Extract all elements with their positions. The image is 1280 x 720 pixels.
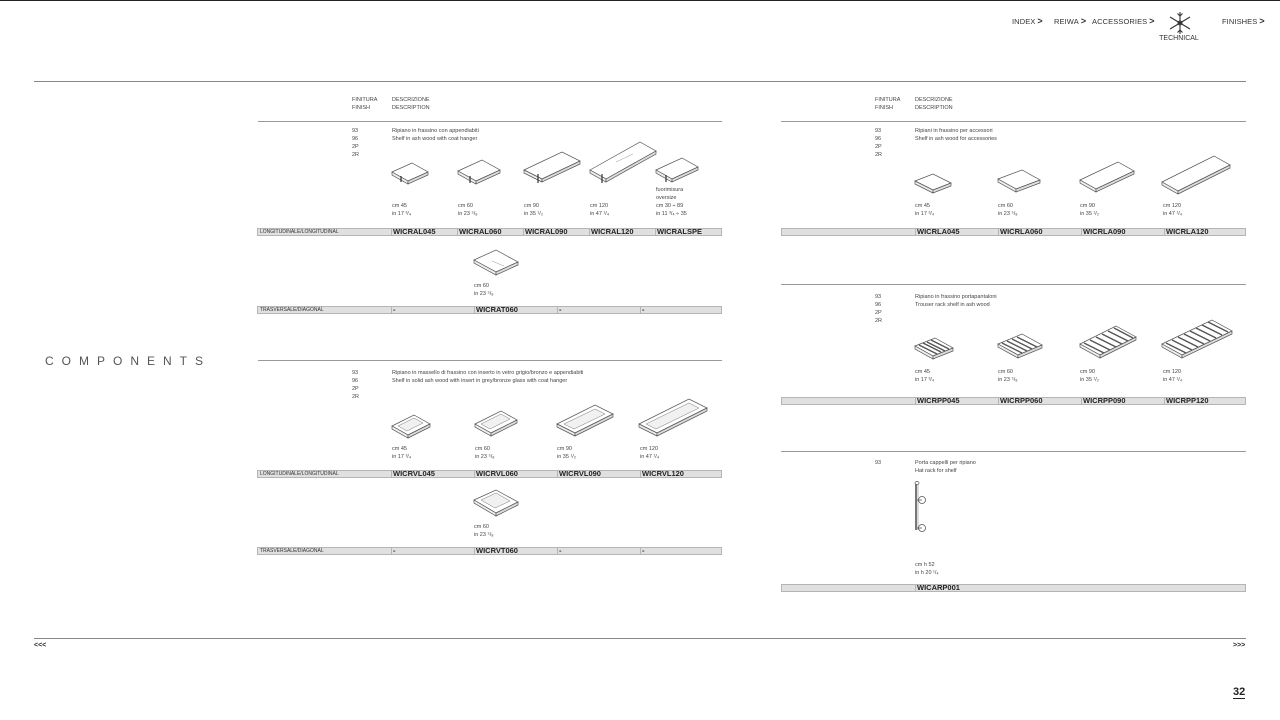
size-label: cm 90 in 35 ¹/₂ [1080, 369, 1099, 383]
product-code: - [393, 305, 396, 314]
shelf-drawing [522, 150, 582, 186]
product-description: Ripiano in frassino portapantaloni Trouser rack shelf in ash wood [915, 294, 997, 308]
size-label: cm 120 in 47 ¹/₄ [590, 203, 610, 217]
nav-reiwa-link[interactable]: REIWA > [1054, 16, 1087, 26]
finish-header: FINITURA FINISH [875, 97, 901, 111]
product-code[interactable]: WICRAL060 [459, 227, 502, 236]
product-code[interactable]: WICRVL090 [559, 469, 601, 478]
finish-codes: 93 96 2P 2R [875, 128, 883, 158]
code-row [257, 547, 722, 555]
shelf-drawing [1160, 154, 1232, 196]
product-code: - [642, 305, 645, 314]
size-label: fuorimisura oversize cm 30 ÷ 89 in 11 ³/₄ ÷ 35 [656, 187, 687, 217]
product-code[interactable]: WICRPP060 [1000, 396, 1043, 405]
hat-rack-drawing [910, 478, 932, 538]
shelf-drawing [654, 156, 700, 186]
main-rule [34, 81, 1246, 82]
trouser-rack-drawing [1078, 324, 1138, 362]
product-description: Ripiani in frassino per accessori Shelf in ash wood for accessories [915, 128, 997, 142]
nav-finishes-link[interactable]: FINISHES > [1222, 16, 1265, 26]
description-header: DESCRIZIONE DESCRIPTION [915, 97, 953, 111]
product-code[interactable]: WICRPP090 [1083, 396, 1126, 405]
product-code[interactable]: WICRAT060 [476, 305, 518, 314]
shelf-drawing [996, 168, 1042, 194]
finish-codes: 93 96 2P 2R [875, 294, 883, 324]
code-row [781, 228, 1246, 236]
nav-technical-link[interactable]: TECHNICAL [1159, 35, 1199, 42]
footer-rule [34, 638, 1246, 639]
product-code[interactable]: WICRALSPE [657, 227, 702, 236]
trouser-rack-drawing [996, 332, 1044, 362]
product-code[interactable]: WICRLA120 [1166, 227, 1209, 236]
glass-shelf-drawing [390, 412, 432, 440]
section-title: COMPONENTS [45, 354, 212, 368]
product-code: - [642, 546, 645, 555]
trouser-rack-drawing [913, 336, 955, 362]
size-label: cm 90 in 35 ¹/₂ [1080, 203, 1099, 217]
code-row [781, 584, 1246, 592]
shelf-drawing [1078, 160, 1136, 194]
size-label: cm 60 in 23 ⁵/₈ [998, 369, 1018, 383]
product-code[interactable]: WICRLA060 [1000, 227, 1043, 236]
row-label: TRASVERSALE/DIAGONAL [260, 548, 324, 554]
size-label: cm 90 in 35 ¹/₂ [524, 203, 543, 217]
shelf-drawing [390, 160, 430, 186]
code-row [781, 397, 1246, 405]
finish-codes: 93 [875, 460, 882, 466]
glass-shelf-drawing [472, 488, 520, 520]
product-code[interactable]: WICRPP120 [1166, 396, 1209, 405]
code-row [257, 306, 722, 314]
size-label: cm 120 in 47 ¹/₄ [1163, 203, 1183, 217]
product-code[interactable]: WICRVL045 [393, 469, 435, 478]
size-label: cm 120 in 47 ¹/₄ [640, 446, 660, 460]
product-code[interactable]: WICRVL060 [476, 469, 518, 478]
product-code[interactable]: WICRLA090 [1083, 227, 1126, 236]
top-rule [0, 0, 1280, 1]
product-code[interactable]: WICRLA045 [917, 227, 960, 236]
size-label: cm h 52 in h 20 ¹/₄ [915, 562, 939, 576]
size-label: cm 45 in 17 ³/₄ [915, 203, 935, 217]
section-rule [258, 121, 722, 122]
prev-page-link[interactable]: <<< [34, 642, 47, 649]
nav-accessories-link[interactable]: ACCESSORIES > [1092, 16, 1155, 26]
row-label: TRASVERSALE/DIAGONAL [260, 307, 324, 313]
glass-shelf-drawing [555, 402, 615, 440]
size-label: cm 45 in 17 ³/₄ [915, 369, 935, 383]
size-label: cm 60 in 23 ⁵/₈ [475, 446, 495, 460]
product-description: Porta cappelli per ripiano Hat rack for shelf [915, 460, 976, 474]
product-code: - [559, 546, 562, 555]
row-label: LONGITUDINALE/LONGITUDINAL [260, 229, 339, 235]
shelf-drawing [588, 140, 658, 186]
shelf-drawing [472, 248, 520, 278]
shelf-drawing [456, 158, 502, 186]
next-page-link[interactable]: >>> [1233, 642, 1246, 649]
section-rule [781, 121, 1246, 122]
size-label: cm 120 in 47 ¹/₄ [1163, 369, 1183, 383]
finish-header: FINITURA FINISH [352, 97, 378, 111]
code-row [257, 470, 722, 478]
size-label: cm 60 in 23 ⁵/₈ [458, 203, 478, 217]
section-rule [258, 360, 722, 361]
finish-codes: 93 96 2P 2R [352, 128, 360, 158]
technical-star-icon[interactable] [1168, 11, 1192, 35]
product-code: - [393, 546, 396, 555]
code-row [257, 228, 722, 236]
product-code[interactable]: WICRVT060 [476, 546, 518, 555]
glass-shelf-drawing [637, 396, 709, 440]
product-code[interactable]: WICRAL120 [591, 227, 634, 236]
size-label: cm 90 in 35 ¹/₂ [557, 446, 576, 460]
product-description: Ripiano in frassino con appendiabiti Shelf in ash wood with coat hanger [392, 128, 479, 142]
product-code[interactable]: WICRAL090 [525, 227, 568, 236]
section-rule [781, 284, 1246, 285]
page-number: 32 [1233, 686, 1246, 698]
glass-shelf-drawing [473, 408, 519, 440]
shelf-drawing [913, 172, 953, 194]
size-label: cm 45 in 17 ³/₄ [392, 203, 412, 217]
trouser-rack-drawing [1160, 318, 1234, 362]
product-code[interactable]: WICRAL045 [393, 227, 436, 236]
product-code[interactable]: WICRVL120 [642, 469, 684, 478]
row-label: LONGITUDINALE/LONGITUDINAL [260, 471, 339, 477]
section-rule [781, 451, 1246, 452]
product-code[interactable]: WICARP001 [917, 583, 960, 592]
size-label: cm 45 in 17 ³/₄ [392, 446, 412, 460]
size-label: cm 60 in 23 ⁵/₈ [998, 203, 1018, 217]
size-label: cm 60 in 23 ⁵/₈ [474, 283, 494, 297]
size-label: cm 60 in 23 ⁵/₈ [474, 524, 494, 538]
product-code[interactable]: WICRPP045 [917, 396, 960, 405]
nav-index-link[interactable]: INDEX > [1012, 16, 1043, 26]
description-header: DESCRIZIONE DESCRIPTION [392, 97, 430, 111]
finish-codes: 93 96 2P 2R [352, 370, 360, 400]
product-description: Ripiano in massello di frassino con inserto in vetro grigio/bronzo e appendiabiti Shelf in solid ash wood with insert in grey/bronze glass with coat hanger [392, 370, 584, 384]
product-code: - [559, 305, 562, 314]
